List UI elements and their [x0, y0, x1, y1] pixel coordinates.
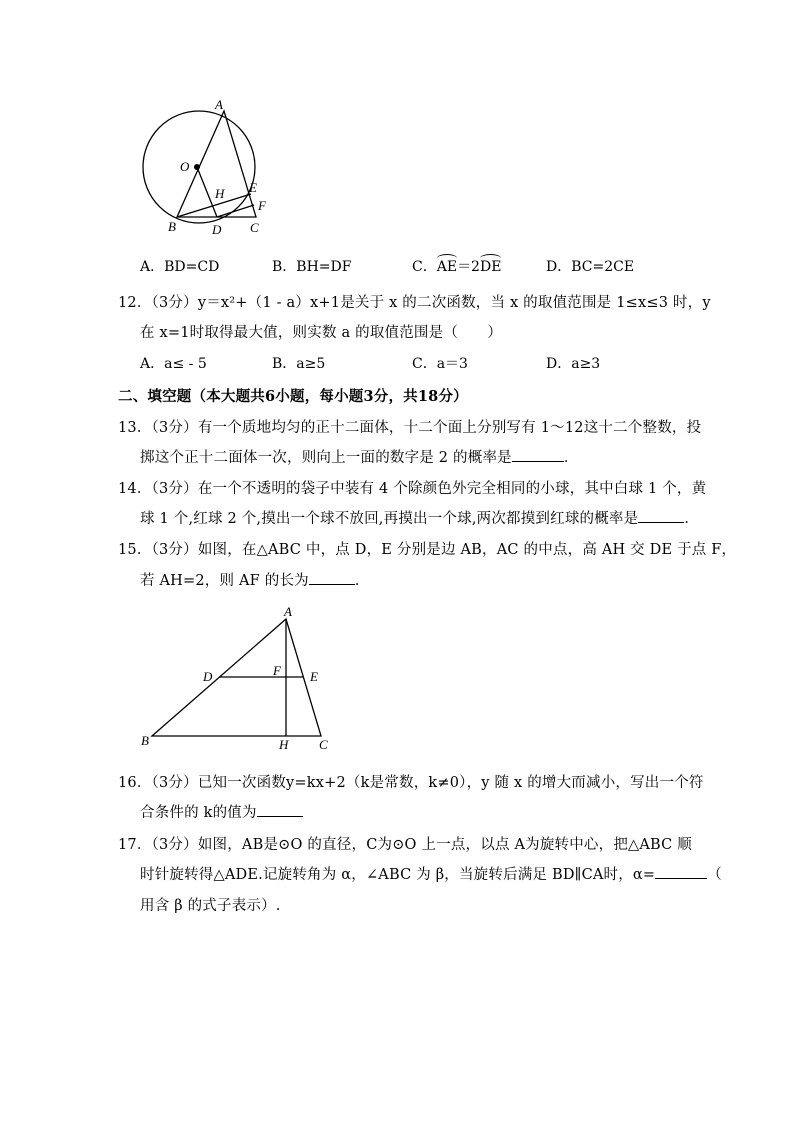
arc-ae: AE [437, 256, 457, 275]
label-b-2: B [141, 733, 149, 748]
label-c-2: C [319, 737, 328, 752]
q17-line2-end: （ [707, 867, 722, 883]
q17-answer-blank[interactable] [655, 866, 707, 879]
q12-line1: 12．（3分）y＝x²+（1 - a）x+1是关于 x 的二次函数，当 x 的取值范围是 1≤x≤3 时，y [118, 295, 711, 311]
q11-option-c-mid: ＝2 [457, 259, 480, 275]
label-a: A [215, 97, 223, 112]
label-h-2: H [279, 737, 289, 752]
q17-line1: 17．（3分）如图，AB是⊙O 的直径，C为⊙O 上一点，以点 A为旋转中心，把△ABC 顺 [118, 837, 692, 853]
q11-option-c-prefix: C． [412, 259, 437, 275]
q16-line2-text: 合条件的 k的值为 [140, 805, 257, 821]
q13-end: ． [563, 450, 579, 466]
label-f: F [258, 198, 266, 213]
q14-line2 [140, 507, 699, 528]
q16-line2 [140, 801, 303, 822]
label-d-2: D [203, 669, 213, 684]
q16-line1: 16．（3分）已知一次函数y=kx+2（k是常数，k≠0），y 随 x 的增大而减小，写出一个符 [118, 775, 704, 791]
q15-line2 [140, 569, 370, 590]
q11-option-d: D．BC=2CE [546, 259, 635, 275]
center-dot [194, 164, 200, 170]
q14-end: ． [684, 511, 700, 527]
q16-answer-blank[interactable] [257, 804, 303, 817]
q11-option-c [412, 256, 501, 276]
label-e: E [249, 180, 257, 195]
q17-line2 [140, 863, 722, 884]
q15-line1: 15．（3分）如图，在△ABC 中，点 D，E 分别是边 AB，AC 的中点，高 AH 交 DE 于点 F， [118, 542, 737, 558]
figure-triangle-midline [135, 600, 345, 755]
q13-line1: 13．（3分）有一个质地均匀的正十二面体，十二个面上分别写有 1～12这十二个整数，投 [118, 420, 702, 436]
q14-line1: 14．（3分）在一个不透明的袋子中装有 4 个除颜色外完全相同的小球，其中白球 1 个，黄 [118, 481, 707, 497]
label-f-2: F [273, 663, 281, 678]
segment-df [217, 205, 254, 217]
label-h: H [215, 186, 225, 201]
q12-option-c: C．a＝3 [412, 356, 468, 372]
label-o: O [180, 159, 190, 174]
q11-option-a: A．BD=CD [140, 259, 220, 275]
q17-line3: 用含 β 的式子表示）. [140, 898, 281, 914]
q14-line2-text: 球 1 个,红球 2 个,摸出一个球不放回,再摸出一个球,两次都摸到红球的概率是 [140, 511, 639, 527]
q15-end: ． [354, 573, 370, 589]
label-d: D [212, 222, 222, 237]
arc-de: DE [480, 256, 501, 275]
q17-line2-text: 时针旋转得△ADE.记旋转角为 α，∠ABC 为 β，当旋转后满足 BD∥CA时，α= [140, 867, 656, 883]
q12-option-a: A．a≤ - 5 [140, 356, 207, 372]
q15-line2-text: 若 AH=2，则 AF 的长为 [140, 573, 309, 589]
q12-option-b: B．a≥5 [272, 356, 326, 372]
q13-line2-text: 掷这个正十二面体一次，则向上一面的数字是 2 的概率是 [140, 450, 512, 466]
q12-line2: 在 x=1时取得最大值，则实数 a 的取值范围是（ ） [140, 325, 503, 341]
figure-circle-triangle [135, 95, 285, 240]
label-c: C [250, 220, 259, 235]
q13-line2 [140, 446, 579, 467]
q15-answer-blank[interactable] [309, 572, 355, 585]
q11-option-b: B．BH=DF [272, 259, 352, 275]
q13-answer-blank[interactable] [512, 449, 564, 462]
label-e-2: E [310, 669, 318, 684]
label-b: B [168, 219, 176, 234]
label-a-2: A [284, 604, 292, 619]
q14-answer-blank[interactable] [638, 510, 684, 523]
section-title-fill-in: 二、填空题（本大题共6小题，每小题3分，共18分） [118, 388, 468, 405]
q12-option-d: D．a≥3 [546, 356, 601, 372]
